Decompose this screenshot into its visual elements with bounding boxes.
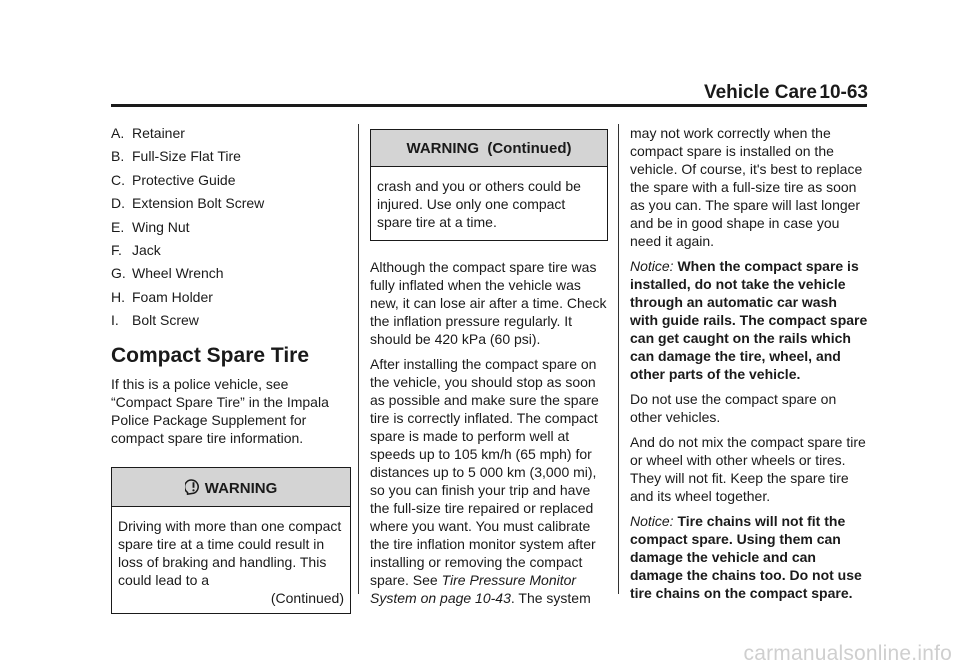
list-item-label: Bolt Screw [132, 312, 199, 329]
list-item-letter: G. [111, 265, 126, 282]
notice-text: When the compact spare is installed, do not take the vehicle through an automatic car wash with guide rails. The compact spare can get caught on the rails which can damage the tire, wheel, and other parts of the vehicle. [630, 258, 868, 382]
column-1 [111, 124, 351, 614]
list-item [111, 288, 351, 306]
list-item [111, 124, 351, 142]
page-number: 10-63 [819, 82, 868, 103]
list-item-letter: H. [111, 288, 125, 305]
list-item-letter: B. [111, 148, 125, 165]
notice-label: Notice: [630, 513, 674, 529]
column-divider-left [358, 124, 359, 594]
list-item-label: Jack [132, 241, 161, 258]
list-item-label: Full-Size Flat Tire [132, 148, 241, 165]
list-item [111, 241, 351, 259]
warning-icon [185, 478, 202, 495]
warning-text: Driving with more than one compact spare tire at a time could result in loss of braking and handling. This could lead to a [118, 518, 342, 589]
warning-box [111, 467, 351, 614]
installation-text: After installing the compact spare on the vehicle, you should stop as soon as possible and make sure the spare tire is correctly inflated. The compact spare is made to perform well at speeds up to 105 km/h (65 mph) for distances up to 5 000 km (3,000 mi), so you can finish your trip and have the full-size tire repaired or replaced where you want. You must calibrate the tire inflation monitor system after installing or removing the compact spare. See [370, 356, 599, 588]
warning-header [112, 468, 350, 507]
list-item-label: Wing Nut [132, 218, 190, 235]
notice-car-wash [630, 257, 868, 383]
tpms-reference-link[interactable]: Tire Pressure Monitor System on page 10-43 [370, 572, 577, 606]
warning-continued: (Continued) [270, 590, 344, 607]
list-item-letter: E. [111, 218, 125, 235]
parts-list [111, 124, 351, 329]
list-item-label: Extension Bolt Screw [132, 195, 265, 212]
list-item-label: Foam Holder [132, 288, 213, 305]
spare-paragraph: may not work correctly when the compact spare is installed on the vehicle. Of course, it's best to replace the spare with a full-size tire as soon as you can. The spare will last longer and be in good shape in case you need it again. [630, 125, 863, 249]
list-item-label: Retainer [132, 125, 185, 141]
notice-label: Notice: [630, 258, 674, 274]
list-item-letter: C. [111, 171, 125, 188]
section-name: Vehicle Care [703, 82, 817, 103]
list-item-letter: A. [111, 125, 125, 141]
list-item [111, 218, 351, 236]
notice-text: Tire chains will not fit the compact spare. Using them can damage the vehicle and can damage the chains too. Do not use tire chains on the compact spare. [630, 513, 862, 601]
list-item-letter: I. [111, 312, 119, 329]
list-item [111, 147, 351, 165]
column-2 [370, 124, 608, 614]
inflation-paragraph: Although the compact spare tire was fully inflated when the vehicle was new, it can lose air after a time. Check the inflation pressure regularly. It should be 420 kPa (60 psi). [370, 259, 607, 347]
header-rule [111, 104, 867, 107]
installation-paragraph [370, 355, 608, 607]
warning-continued-header: WARNING (Continued) [371, 130, 607, 167]
installation-text-end: . The system [510, 590, 591, 606]
section-intro: If this is a police vehicle, see “Compact Spare Tire” in the Impala Police Package Supplement for compact spare tire information. [111, 376, 329, 447]
notice-chains [630, 512, 868, 602]
list-item [111, 311, 351, 329]
list-item-label: Wheel Wrench [132, 265, 224, 282]
column-3 [630, 124, 868, 609]
warning-body [112, 507, 350, 613]
other-vehicles-paragraph: Do not use the compact spare on other vehicles. [630, 391, 837, 425]
list-item-letter: D. [111, 195, 125, 212]
list-item-letter: F. [111, 241, 122, 258]
list-item [111, 171, 351, 189]
list-item-label: Protective Guide [132, 171, 236, 188]
mixing-paragraph: And do not mix the compact spare tire or wheel with other wheels or tires. They will not fit. Keep the spare tire and its wheel together. [630, 434, 866, 504]
warning-continued-box [370, 129, 608, 241]
warning-title: WARNING [204, 480, 278, 498]
page-title [704, 82, 817, 104]
section-heading: Compact Spare Tire [111, 344, 310, 368]
list-item [111, 264, 351, 282]
watermark: carmanualsonline.info [743, 642, 952, 665]
list-item [111, 194, 351, 212]
column-divider-right [618, 124, 619, 594]
warning-continued-body: crash and you or others could be injured. Use only one compact spare tire at a time. [377, 178, 581, 230]
